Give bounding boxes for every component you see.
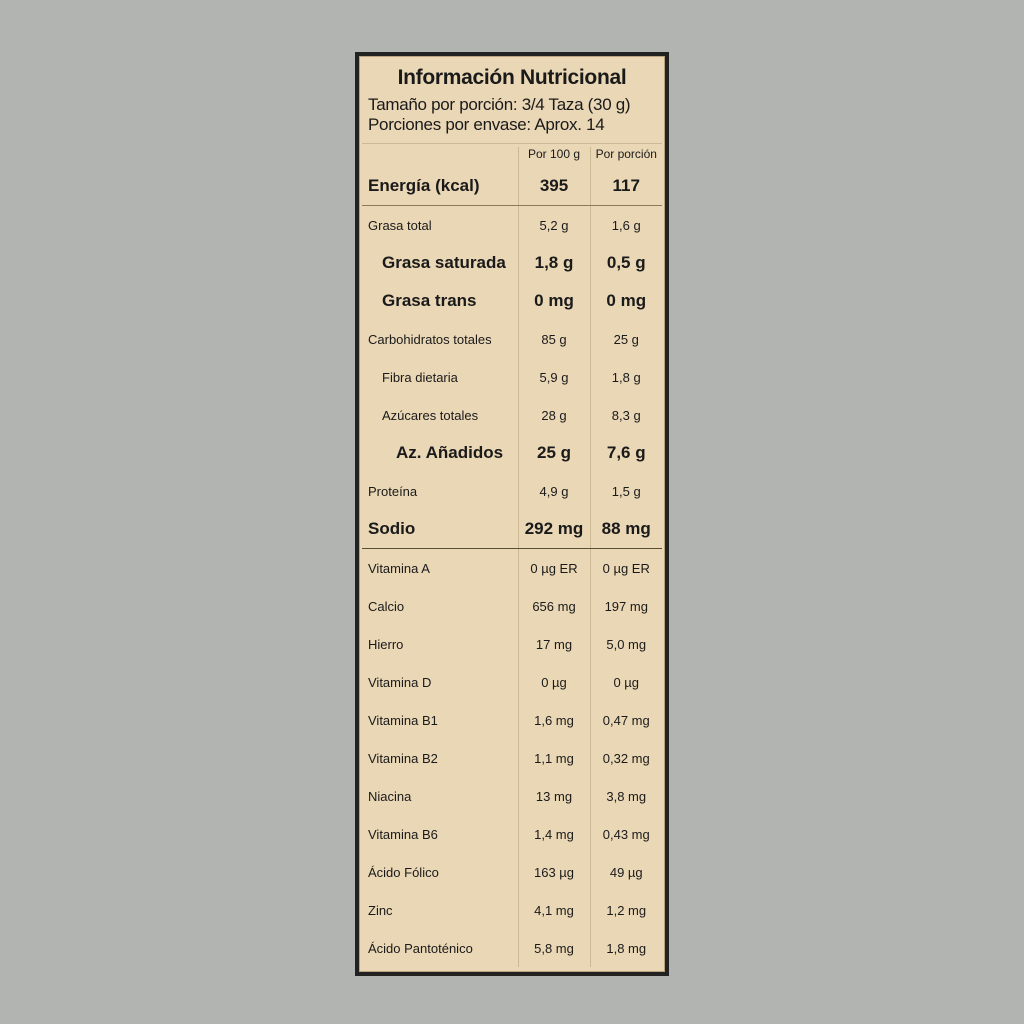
value-per100: 25 g [518,434,590,472]
table-row [362,891,662,929]
nutrition-label-panel [359,56,665,972]
nutrient-name: Proteína [362,472,518,510]
value-per100: 1,1 mg [518,739,590,777]
value-per-serving: 3,8 mg [606,788,647,804]
nutrition-table [362,147,662,967]
table-row [362,472,662,510]
table-row [362,815,662,853]
table-row [362,244,662,282]
nutrient-name: Carbohidratos totales [362,320,518,358]
value-per100: 13 mg [518,777,590,815]
table-row [362,396,662,434]
nutrient-name: Niacina [362,777,518,815]
value-per-serving: 5,0 mg [606,636,647,652]
table-row [362,167,662,206]
value-per100: 656 mg [518,587,590,625]
nutrient-name: Calcio [362,587,518,625]
table-row [362,739,662,777]
value-per100: 395 [518,167,590,206]
nutrient-name: Grasa total [362,206,518,245]
table-row [362,510,662,549]
value-per-serving: 1,8 g [611,369,641,385]
value-per-serving: 49 µg [609,864,643,880]
value-per100: 85 g [518,320,590,358]
value-per-serving: 197 mg [604,598,648,614]
value-per-serving: 117 [590,167,662,206]
value-per100: 5,9 g [518,358,590,396]
divider [362,143,662,144]
value-per-serving: 1,2 mg [606,902,647,918]
value-per100: 0 µg [518,663,590,701]
value-per-serving: 1,6 g [611,217,641,233]
table-row [362,777,662,815]
value-per100: 1,6 mg [518,701,590,739]
column-header-per-serving: Por porción [595,147,657,161]
table-row [362,929,662,967]
value-per-serving: 0 mg [606,291,647,310]
nutrient-name: Ácido Pantoténico [362,929,518,967]
table-row [362,206,662,245]
value-per-serving: 25 g [613,331,639,347]
nutrient-name: Zinc [362,891,518,929]
value-per-serving: 1,8 mg [606,940,647,956]
nutrition-label [355,52,669,976]
value-per-serving: 0,43 mg [602,826,650,842]
serving-size: Tamaño por porción: 3/4 Taza (30 g) [368,95,631,114]
serving-info [360,95,664,135]
nutrient-name: Vitamina B2 [362,739,518,777]
value-per-serving: 8,3 g [611,407,641,423]
value-per-serving: 0,47 mg [602,712,650,728]
nutrient-name: Vitamina B6 [362,815,518,853]
value-per100: 0 mg [518,282,590,320]
table-row [362,625,662,663]
nutrient-name: Az. Añadidos [362,434,518,472]
nutrient-name: Hierro [362,625,518,663]
value-per100: 5,2 g [518,206,590,245]
value-per-serving: 0 µg [613,674,640,690]
value-per-serving: 1,5 g [611,483,641,499]
value-per100: 5,8 mg [518,929,590,967]
nutrient-name: Sodio [362,510,518,549]
value-per-serving: 7,6 g [606,443,646,462]
value-per100: 4,1 mg [518,891,590,929]
value-per100: 1,8 g [518,244,590,282]
value-per100: 17 mg [518,625,590,663]
nutrient-name: Grasa trans [362,282,518,320]
nutrient-name: Grasa saturada [362,244,518,282]
value-per-serving: 0,32 mg [602,750,650,766]
table-header-row [362,147,662,167]
table-row [362,663,662,701]
table-row [362,549,662,588]
value-per100: 163 µg [518,853,590,891]
nutrient-name: Vitamina B1 [362,701,518,739]
nutrient-name: Azúcares totales [362,396,518,434]
table-row [362,282,662,320]
table-row [362,434,662,472]
value-per100: 28 g [518,396,590,434]
table-row [362,701,662,739]
value-per-serving: 88 mg [590,510,662,549]
nutrient-name: Ácido Fólico [362,853,518,891]
column-header-per100: Por 100 g [518,147,590,167]
value-per100: 1,4 mg [518,815,590,853]
value-per100: 292 mg [518,510,590,549]
value-per-serving: 0 µg ER [602,560,650,576]
nutrient-name: Vitamina A [362,549,518,588]
table-row [362,853,662,891]
servings-per-container: Porciones por envase: Aprox. 14 [368,115,605,134]
value-per-serving: 0,5 g [606,253,646,272]
table-row [362,320,662,358]
label-title: Información Nutricional [397,66,627,89]
value-per100: 0 µg ER [518,549,590,588]
value-per100: 4,9 g [518,472,590,510]
nutrient-name: Fibra dietaria [362,358,518,396]
table-row [362,587,662,625]
nutrient-name: Energía (kcal) [362,167,518,206]
table-row [362,358,662,396]
nutrient-name: Vitamina D [362,663,518,701]
